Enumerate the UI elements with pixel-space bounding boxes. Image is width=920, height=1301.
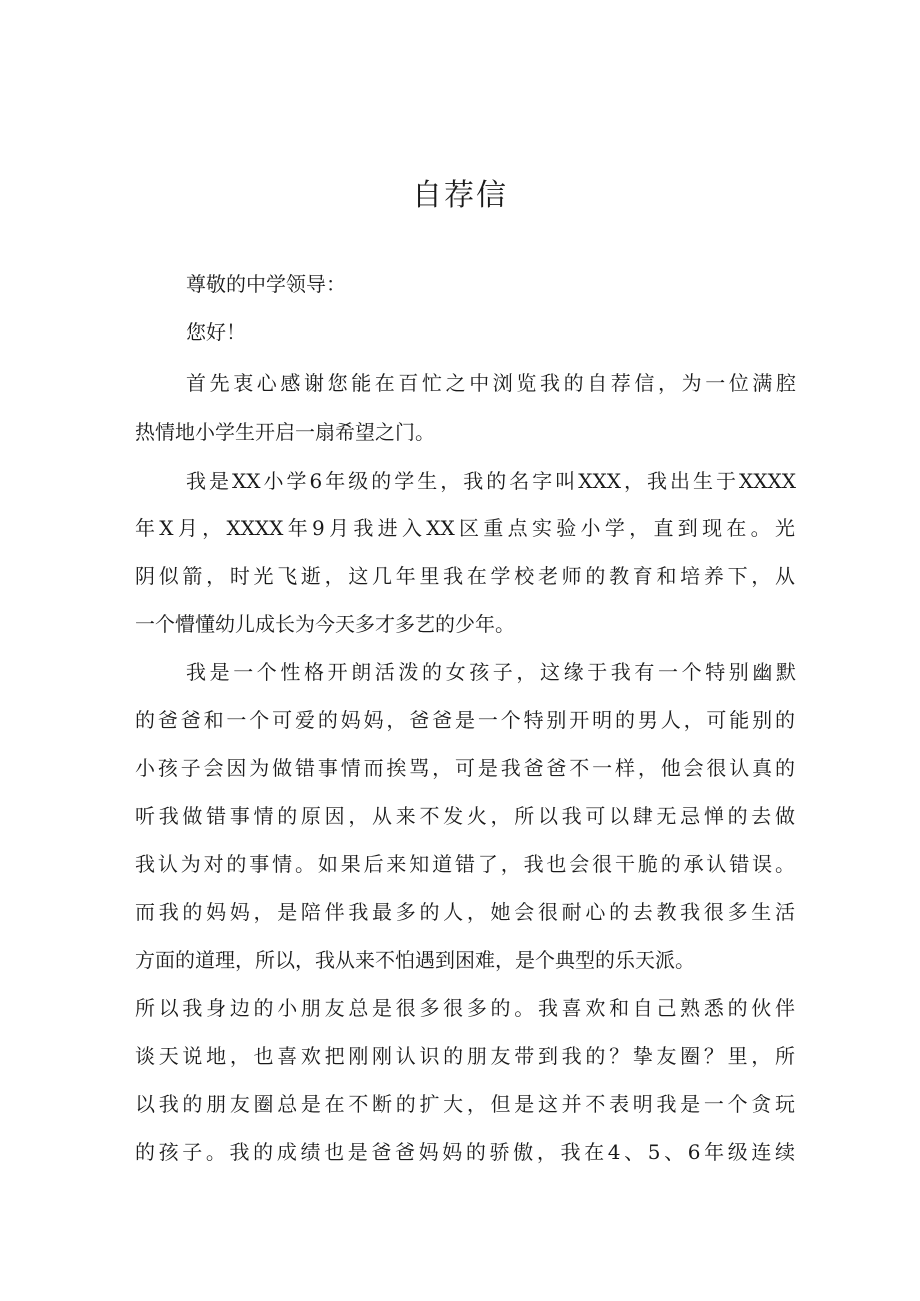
paragraph-1-line-1: 首先衷心感谢您能在百忙之中浏览我的自荐信，为一位满腔 <box>186 371 796 395</box>
paragraph-3-line-1: 我是一个性格开朗活泼的女孩子，这缘于我有一个特别幽默 <box>186 660 796 684</box>
paragraph-3-line-11: 的孩子。我的成绩也是爸爸妈妈的骄傲，我在4、5、6年级连续 <box>135 1140 795 1164</box>
paragraph-3-line-4: 听我做错事情的原因，从来不发火，所以我可以肆无忌惮的去做 <box>135 804 795 828</box>
paragraph-2-line-3: 阴似箭，时光飞逝，这几年里我在学校老师的教育和培养下，从 <box>135 564 795 588</box>
paragraph-1-line-2: 热情地小学生开启一扇希望之门。 <box>135 420 435 444</box>
paragraph-2-line-1: 我是XX小学6年级的学生，我的名字叫XXX，我出生于XXXX <box>186 469 796 493</box>
paragraph-3-line-8: 所以我身边的小朋友总是很多很多的。我喜欢和自己熟悉的伙伴 <box>135 996 795 1020</box>
paragraph-2-line-2: 年X月，XXXX年9月我进入XX区重点实验小学，直到现在。光 <box>135 516 795 540</box>
paragraph-3-line-7: 方面的道理，所以，我从来不怕遇到困难，是个典型的乐天派。 <box>135 948 695 972</box>
greeting: 您好！ <box>186 320 246 344</box>
paragraph-2-line-4: 一个懵懂幼儿成长为今天多才多艺的少年。 <box>135 612 515 636</box>
paragraph-3-line-9: 谈天说地，也喜欢把刚刚认识的朋友带到我的？挚友圈？里，所 <box>135 1044 795 1068</box>
salutation: 尊敬的中学领导： <box>186 272 346 296</box>
paragraph-3-line-3: 小孩子会因为做错事情而挨骂，可是我爸爸不一样，他会很认真的 <box>135 756 795 780</box>
paragraph-3-line-6: 而我的妈妈，是陪伴我最多的人，她会很耐心的去教我很多生活 <box>135 900 795 924</box>
document-title: 自荐信 <box>412 178 508 213</box>
paragraph-3-line-2: 的爸爸和一个可爱的妈妈，爸爸是一个特别开明的男人，可能别的 <box>135 708 795 732</box>
paragraph-3-line-5: 我认为对的事情。如果后来知道错了，我也会很干脆的承认错误。 <box>135 852 795 876</box>
paragraph-3-line-10: 以我的朋友圈总是在不断的扩大，但是这并不表明我是一个贪玩 <box>135 1092 795 1116</box>
